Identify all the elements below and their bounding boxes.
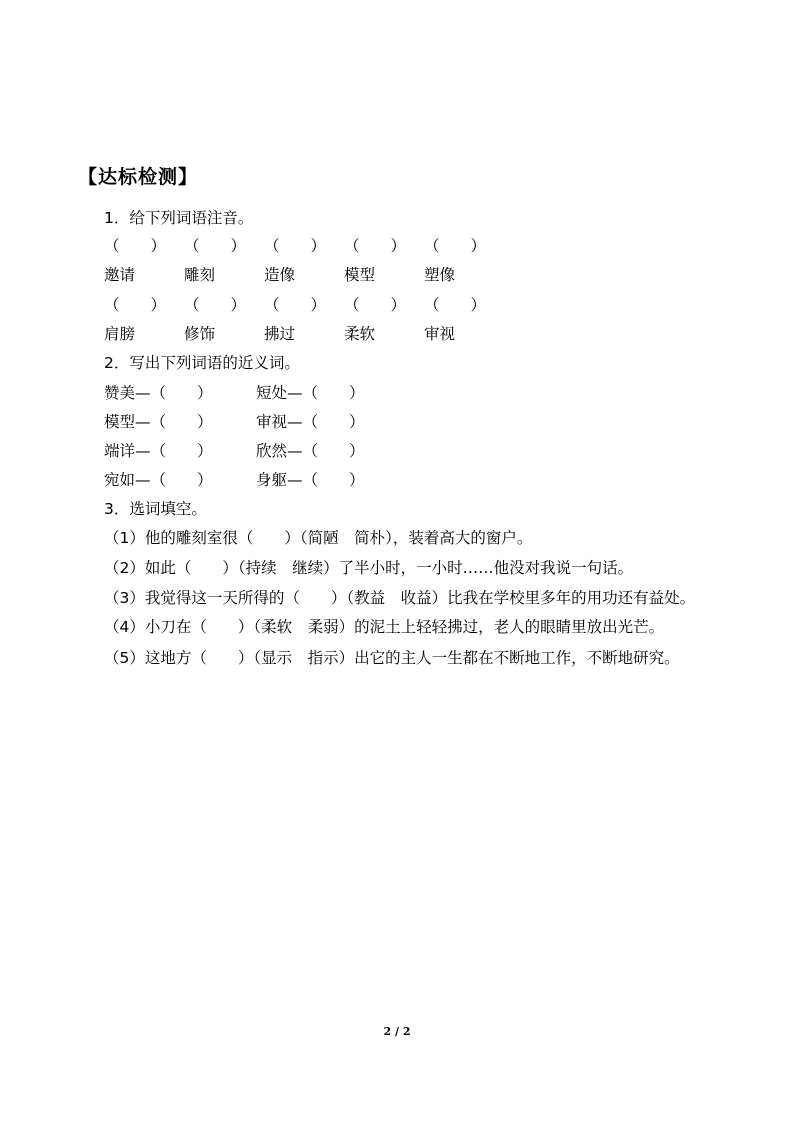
word: 造像 (264, 266, 296, 284)
word: 雕刻 (184, 266, 216, 284)
synonym-item: 审视—（ ） (256, 413, 365, 431)
synonym-item: 宛如—（ ） (104, 471, 213, 489)
synonym-item: 模型—（ ） (104, 413, 213, 431)
pinyin-slot: （ ） (104, 296, 167, 314)
q1-title: 1．给下列词语注音。 (104, 209, 254, 227)
q3-item: （1）他的雕刻室很（ ）（简陋 简朴），装着高大的窗户。 (104, 529, 533, 547)
synonym-item: 端详—（ ） (104, 442, 213, 460)
pinyin-slot: （ ） (184, 237, 247, 255)
synonym-item: 短处—（ ） (256, 384, 365, 402)
word: 肩膀 (104, 325, 136, 343)
word: 修饰 (184, 325, 216, 343)
pinyin-slot: （ ） (264, 237, 327, 255)
pinyin-slot: （ ） (424, 237, 487, 255)
synonym-item: 欣然—（ ） (256, 442, 365, 460)
word: 拂过 (264, 325, 296, 343)
pinyin-slot: （ ） (344, 237, 407, 255)
word: 邀请 (104, 266, 136, 284)
pinyin-slot: （ ） (104, 237, 167, 255)
q3-item: （2）如此（ ）（持续 继续）了半小时，一小时……他没对我说一句话。 (104, 559, 634, 577)
pinyin-slot: （ ） (344, 296, 407, 314)
synonym-item: 身躯—（ ） (256, 471, 365, 489)
q2-title: 2．写出下列词语的近义词。 (104, 354, 300, 372)
synonym-item: 赞美—（ ） (104, 384, 213, 402)
q3-item: （3）我觉得这一天所得的（ ）（教益 收益）比我在学校里多年的用功还有益处。 (104, 589, 696, 607)
word: 柔软 (344, 325, 376, 343)
page-number: 2 / 2 (383, 1025, 411, 1038)
word: 审视 (424, 325, 456, 343)
q3-item: （5）这地方（ ）（显示 指示）出它的主人一生都在不断地工作，不断地研究。 (104, 649, 680, 667)
pinyin-slot: （ ） (184, 296, 247, 314)
pinyin-slot: （ ） (264, 296, 327, 314)
q3-title: 3．选词填空。 (104, 500, 207, 518)
section-title: 【达标检测】 (78, 166, 199, 188)
word: 模型 (344, 266, 376, 284)
q3-item: （4）小刀在（ ）（柔软 柔弱）的泥土上轻轻拂过，老人的眼睛里放出光芒。 (104, 618, 665, 636)
word: 塑像 (424, 266, 456, 284)
pinyin-slot: （ ） (424, 296, 487, 314)
